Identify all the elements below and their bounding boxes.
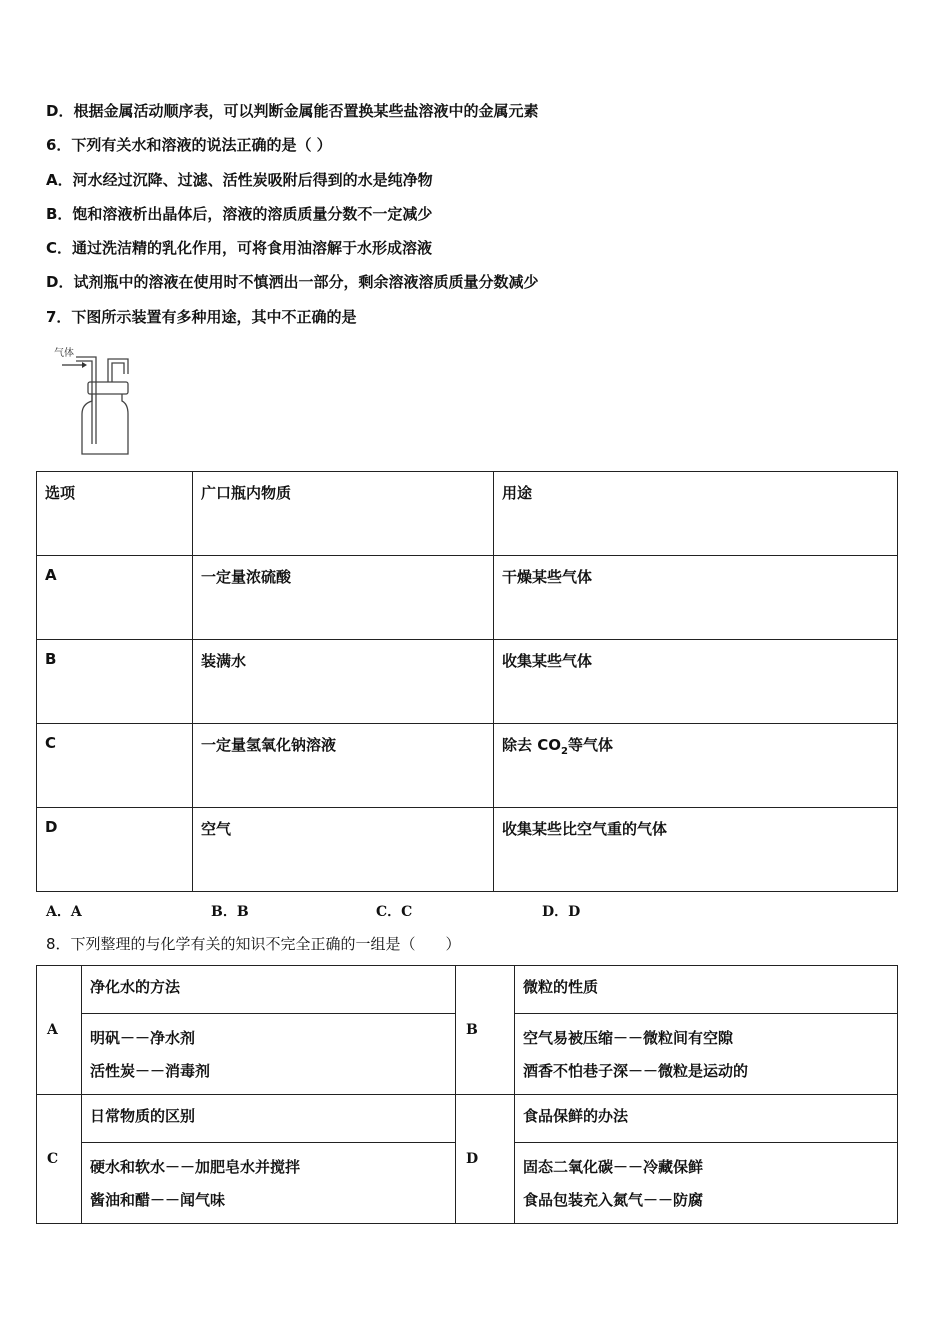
group-d-line1: 固态二氧化碳－－冷藏保鲜 (523, 1158, 704, 1176)
header-use: 用途 (494, 472, 898, 556)
row-option: A (37, 556, 193, 640)
row-use (494, 724, 898, 808)
row-use: 收集某些比空气重的气体 (494, 808, 898, 892)
group-d-content (515, 1143, 898, 1224)
row-substance: 空气 (193, 808, 494, 892)
q7-table (36, 471, 898, 892)
row-use: 收集某些气体 (494, 640, 898, 724)
question-6: 6．下列有关水和溶液的说法正确的是（ ） (46, 136, 332, 154)
group-a-content (82, 1014, 456, 1095)
gas-label: 气体 (54, 348, 74, 359)
group-b-label: B (456, 966, 515, 1095)
row-substance: 一定量氢氧化钠溶液 (193, 724, 494, 808)
row-option: D (37, 808, 193, 892)
group-b-line1: 空气易被压缩－－微粒间有空隙 (523, 1029, 734, 1047)
group-a-line1: 明矾－－净水剂 (90, 1029, 196, 1047)
q7-answer-d: D．D (542, 904, 581, 920)
table-row (37, 1095, 898, 1143)
group-c-line1: 硬水和软水－－加肥皂水并搅拌 (90, 1158, 301, 1176)
use-subscript: 2 (560, 746, 568, 757)
q5-option-d: D．根据金属活动顺序表，可以判断金属能否置换某些盐溶液中的金属元素 (46, 102, 539, 120)
table-row (37, 808, 898, 892)
row-option: C (37, 724, 193, 808)
q8-table (36, 965, 898, 1224)
group-a-line2: 活性炭－－消毒剂 (90, 1062, 211, 1080)
group-d-label: D (456, 1095, 515, 1224)
group-a-title: 净化水的方法 (82, 966, 456, 1014)
question-7: 7．下图所示装置有多种用途，其中不正确的是 (46, 308, 357, 326)
group-c-label: C (37, 1095, 82, 1224)
bottle-icon (76, 357, 128, 454)
q6-option-b: B．饱和溶液析出晶体后，溶液的溶质质量分数不一定减少 (46, 205, 433, 223)
group-c-content (82, 1143, 456, 1224)
group-c-title: 日常物质的区别 (82, 1095, 456, 1143)
group-d-title: 食品保鲜的办法 (515, 1095, 898, 1143)
header-option: 选项 (37, 472, 193, 556)
gas-flow-arrow-icon (62, 362, 87, 368)
q7-answer-b: B．B (211, 904, 249, 920)
use-text-pre: 除去 CO (502, 736, 561, 754)
row-use: 干燥某些气体 (494, 556, 898, 640)
group-c-line2: 酱油和醋－－闻气味 (90, 1191, 226, 1209)
row-substance: 一定量浓硫酸 (193, 556, 494, 640)
header-substance: 广口瓶内物质 (193, 472, 494, 556)
group-b-line2: 酒香不怕巷子深－－微粒是运动的 (523, 1062, 749, 1080)
table-row (37, 556, 898, 640)
table-row (37, 966, 898, 1014)
q6-option-d: D．试剂瓶中的溶液在使用时不慎洒出一部分，剩余溶液溶质质量分数减少 (46, 273, 539, 291)
group-a-label: A (37, 966, 82, 1095)
question-8: 8．下列整理的与化学有关的知识不完全正确的一组是（ ） (46, 935, 461, 953)
group-b-content (515, 1014, 898, 1095)
gas-washing-bottle-figure (52, 344, 142, 460)
q7-answer-c: C．C (376, 904, 413, 920)
table-row (37, 724, 898, 808)
q6-option-a: A．河水经过沉降、过滤、活性炭吸附后得到的水是纯净物 (46, 171, 433, 189)
group-d-line2: 食品包装充入氮气－－防腐 (523, 1191, 704, 1209)
row-substance: 装满水 (193, 640, 494, 724)
use-text-post: 等气体 (567, 736, 613, 754)
row-option: B (37, 640, 193, 724)
table-row (37, 640, 898, 724)
q6-option-c: C．通过洗洁精的乳化作用，可将食用油溶解于水形成溶液 (46, 239, 433, 257)
q7-answer-a: A．A (46, 904, 82, 920)
table-header-row (37, 472, 898, 556)
group-b-title: 微粒的性质 (515, 966, 898, 1014)
